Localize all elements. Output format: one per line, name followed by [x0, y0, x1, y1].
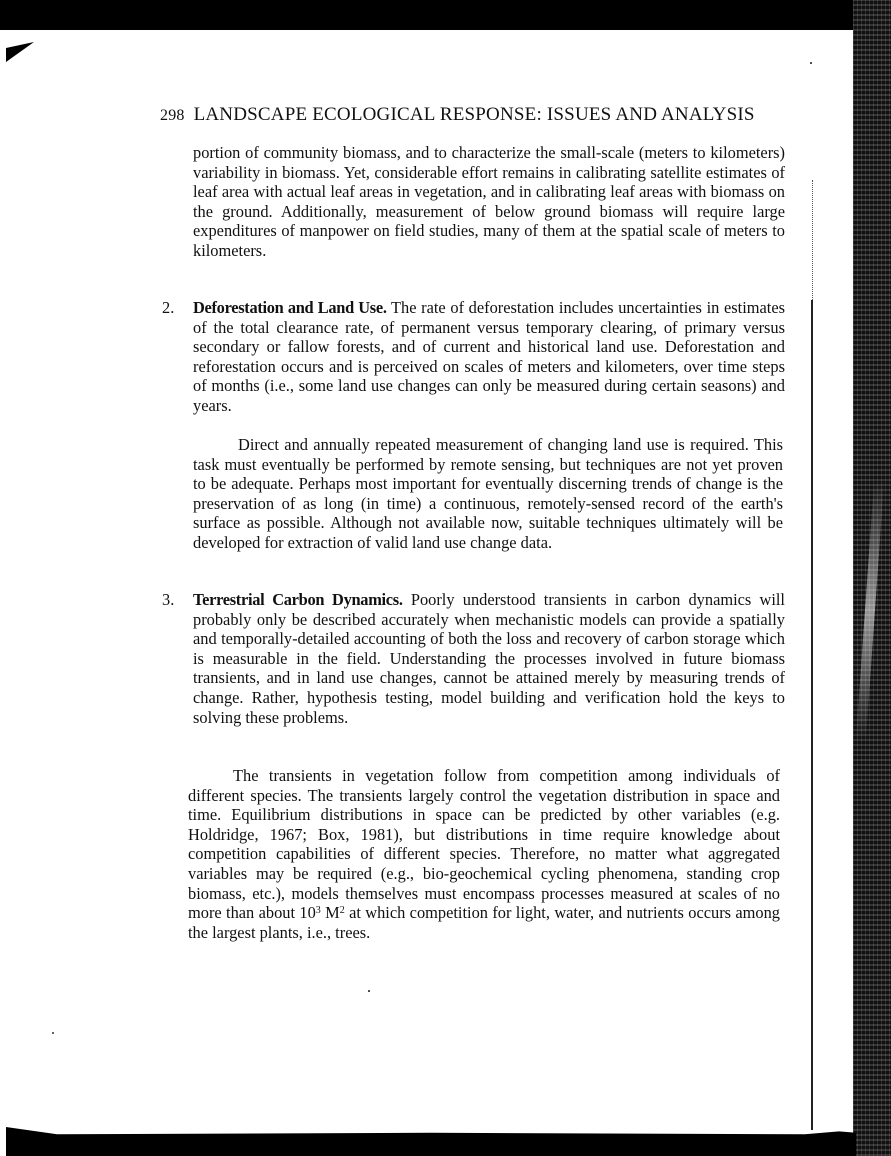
list-item-carbon-dynamics: [160, 590, 785, 727]
page-edge-line: [811, 300, 813, 1130]
scan-speck: [810, 62, 812, 64]
scan-corner-mark: [6, 42, 34, 62]
list-item-body: [193, 298, 785, 416]
scan-border-top: [0, 0, 891, 30]
list-item-number: 3.: [162, 590, 175, 609]
list-item-heading: Terrestrial Carbon Dynamics.: [193, 590, 403, 609]
paragraph-text: at which competition for light, water, and nutrients occurs among the largest plants, i.e., trees.: [188, 903, 781, 942]
scan-border-bottom: [6, 1127, 856, 1156]
scan-speck: [368, 990, 370, 992]
scan-speck: [52, 1032, 54, 1034]
carbon-followup-paragraph: [188, 766, 780, 942]
list-item-number: 2.: [162, 298, 175, 317]
page-number: 298: [160, 107, 185, 124]
exponent: 2: [339, 905, 345, 917]
paragraph-text: The transients in vegetation follow from competition among individuals of different species. The transients largely control the vegetation distribution in space and time. Equilibrium distributions in space can be predicted by other variables (e.g. Holdridge, 1967; Box, 1981), but distributions in time require knowledge about competition capabilities of different species. Therefore, no matter what aggregated variables may be required (e.g., bio-geochemical cycling phenomena, standing crop biomass, etc.), models themselves must encompass processes measured at scales of no more than about 10: [188, 766, 780, 923]
list-item-body: [193, 590, 785, 727]
running-title: LANDSCAPE ECOLOGICAL RESPONSE: ISSUES AND ANALYSIS: [193, 104, 755, 125]
exponent: 3: [315, 905, 321, 917]
unit: M: [320, 903, 340, 923]
page-edge-dotted-line: [812, 180, 813, 300]
list-item-deforestation: [160, 298, 785, 416]
continuation-paragraph: portion of community biomass, and to characterize the small-scale (meters to kilometers) variability in biomass. Yet, considerable effort remains in calibrating satellite estimates of leaf area with actual leaf areas in vegetation, and in calibrating leaf areas with biomass on the ground. Additionally, measurement of below ground biomass will require large expenditures of manpower on field studies, many of them at the spatial scale of meters to kilometers.: [193, 143, 785, 260]
list-item-text: The rate of deforestation includes uncertainties in estimates of the total clearance rate, of permanent versus temporary clearing, of primary versus secondary or fallow forests, and of current and historical land use. Deforestation and reforestation occurs and is perceived on scales of meters and kilometers, over time steps of months (i.e., some land use changes can only be measured during certain seasons) and years.: [193, 298, 785, 415]
list-item-heading: Deforestation and Land Use.: [193, 298, 387, 317]
running-header: [160, 104, 780, 126]
list-item-text: Poorly understood transients in carbon dynamics will probably only be described accurately when mechanistic models can provide a spatially and temporally-detailed accounting of both the loss and recovery of carbon storage which is measurable in the field. Understanding the processes involved in future biomass transients, and in land use changes, cannot be attained merely by measuring trends of change. Rather, hypothesis testing, model building and verification hold the keys to solving these problems.: [193, 590, 785, 727]
deforestation-followup-paragraph: Direct and annually repeated measurement of changing land use is required. This task must eventually be performed by remote sensing, but techniques are not yet proven to be adequate. Perhaps most important for eventually discerning trends of change is the preservation of as long (in time) a continuous, remotely-sensed record of the earth's surface as possible. Although not available now, suitable techniques ultimately will be developed for extraction of valid land use change data.: [193, 435, 783, 552]
